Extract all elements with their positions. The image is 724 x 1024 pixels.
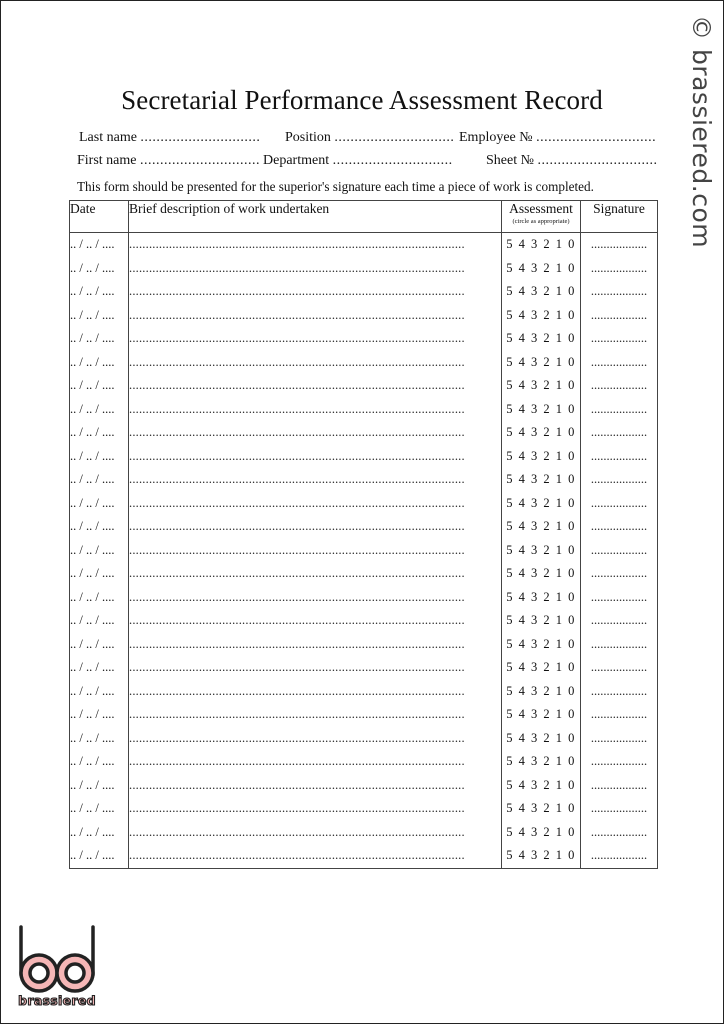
description-cell[interactable]: .....................................................................................................: [129, 421, 502, 445]
date-cell[interactable]: .. / .. / ....: [70, 586, 129, 610]
signature-cell[interactable]: ..................: [581, 327, 658, 351]
assessment-cell[interactable]: 5 4 3 2 1 0: [502, 327, 581, 351]
table-row: [70, 844, 658, 868]
logo-shape: [66, 964, 84, 982]
department-field[interactable]: [263, 153, 453, 169]
assessment-cell[interactable]: 5 4 3 2 1 0: [502, 797, 581, 821]
table-row: [70, 374, 658, 398]
table-row: [70, 398, 658, 422]
description-cell[interactable]: .....................................................................................................: [129, 680, 502, 704]
table-row: [70, 586, 658, 610]
description-cell[interactable]: .....................................................................................................: [129, 586, 502, 610]
assessment-cell[interactable]: 5 4 3 2 1 0: [502, 633, 581, 657]
sheet-no-label: Sheet №: [486, 153, 534, 168]
signature-cell[interactable]: ..................: [581, 421, 658, 445]
assessment-cell[interactable]: 5 4 3 2 1 0: [502, 844, 581, 868]
description-cell[interactable]: .....................................................................................................: [129, 539, 502, 563]
sheet-no-blank: ..............................: [537, 153, 658, 168]
description-cell[interactable]: .....................................................................................................: [129, 515, 502, 539]
assessment-cell[interactable]: 5 4 3 2 1 0: [502, 609, 581, 633]
date-cell[interactable]: .. / .. / ....: [70, 327, 129, 351]
description-column-header: Brief description of work undertaken: [129, 201, 502, 233]
signature-cell[interactable]: ..................: [581, 539, 658, 563]
assessment-cell[interactable]: 5 4 3 2 1 0: [502, 515, 581, 539]
description-cell[interactable]: .....................................................................................................: [129, 562, 502, 586]
description-cell[interactable]: .....................................................................................................: [129, 351, 502, 375]
assessment-cell[interactable]: 5 4 3 2 1 0: [502, 280, 581, 304]
table-row: [70, 680, 658, 704]
table-row: [70, 633, 658, 657]
date-cell[interactable]: .. / .. / ....: [70, 844, 129, 868]
brand-wordmark: brassiered: [18, 993, 96, 1008]
description-cell[interactable]: .....................................................................................................: [129, 797, 502, 821]
table-row: [70, 797, 658, 821]
date-cell[interactable]: .. / .. / ....: [70, 774, 129, 798]
assessment-cell[interactable]: 5 4 3 2 1 0: [502, 750, 581, 774]
assessment-cell[interactable]: 5 4 3 2 1 0: [502, 351, 581, 375]
assessment-cell[interactable]: 5 4 3 2 1 0: [502, 421, 581, 445]
table-row: [70, 280, 658, 304]
assessment-cell[interactable]: 5 4 3 2 1 0: [502, 586, 581, 610]
description-cell[interactable]: .....................................................................................................: [129, 821, 502, 845]
signature-cell[interactable]: ..................: [581, 304, 658, 328]
table-row: [70, 327, 658, 351]
date-cell[interactable]: .. / .. / ....: [70, 797, 129, 821]
signature-cell[interactable]: ..................: [581, 492, 658, 516]
signature-cell[interactable]: ..................: [581, 750, 658, 774]
date-cell[interactable]: .. / .. / ....: [70, 727, 129, 751]
date-cell[interactable]: .. / .. / ....: [70, 609, 129, 633]
description-cell[interactable]: .....................................................................................................: [129, 750, 502, 774]
signature-cell[interactable]: ..................: [581, 562, 658, 586]
table-row: [70, 351, 658, 375]
first-name-label: First name: [77, 153, 137, 168]
signature-cell[interactable]: ..................: [581, 680, 658, 704]
assessment-cell[interactable]: 5 4 3 2 1 0: [502, 257, 581, 281]
date-cell[interactable]: .. / .. / ....: [70, 539, 129, 563]
date-column-header: Date: [70, 201, 129, 233]
date-cell[interactable]: .. / .. / ....: [70, 821, 129, 845]
employee-no-label: Employee №: [459, 130, 533, 145]
signature-cell[interactable]: ..................: [581, 727, 658, 751]
table-row: [70, 750, 658, 774]
signature-cell[interactable]: ..................: [581, 774, 658, 798]
assessment-cell[interactable]: 5 4 3 2 1 0: [502, 398, 581, 422]
description-cell[interactable]: .....................................................................................................: [129, 727, 502, 751]
position-field[interactable]: [285, 130, 454, 146]
assessment-header-label: Assessment: [509, 201, 573, 216]
table-header-row: [70, 201, 658, 233]
table-row: [70, 727, 658, 751]
signature-cell[interactable]: ..................: [581, 233, 658, 257]
signature-cell[interactable]: ..................: [581, 844, 658, 868]
description-cell[interactable]: .....................................................................................................: [129, 327, 502, 351]
description-cell[interactable]: .....................................................................................................: [129, 304, 502, 328]
signature-cell[interactable]: ..................: [581, 351, 658, 375]
table-row: [70, 421, 658, 445]
assessment-cell[interactable]: 5 4 3 2 1 0: [502, 233, 581, 257]
department-blank: ..............................: [332, 153, 453, 168]
table-row: [70, 656, 658, 680]
table-row: [70, 515, 658, 539]
employee-no-blank: ..............................: [536, 130, 657, 145]
signature-cell[interactable]: ..................: [581, 797, 658, 821]
assessment-cell[interactable]: 5 4 3 2 1 0: [502, 821, 581, 845]
assessment-cell[interactable]: 5 4 3 2 1 0: [502, 468, 581, 492]
position-blank: ..............................: [334, 130, 455, 145]
date-cell[interactable]: .. / .. / ....: [70, 421, 129, 445]
date-cell[interactable]: .. / .. / ....: [70, 445, 129, 469]
description-cell[interactable]: .....................................................................................................: [129, 468, 502, 492]
table-row: [70, 468, 658, 492]
date-cell[interactable]: .. / .. / ....: [70, 374, 129, 398]
description-cell[interactable]: .....................................................................................................: [129, 774, 502, 798]
assessment-cell[interactable]: 5 4 3 2 1 0: [502, 374, 581, 398]
position-label: Position: [285, 130, 331, 145]
signature-cell[interactable]: ..................: [581, 703, 658, 727]
date-cell[interactable]: .. / .. / ....: [70, 233, 129, 257]
table-row: [70, 445, 658, 469]
assessment-column-header: [502, 201, 581, 233]
work-log-table: [69, 200, 658, 869]
table-row: [70, 257, 658, 281]
instruction-note: This form should be presented for the superior's signature each time a piece of work is completed.: [77, 179, 594, 194]
assessment-cell[interactable]: 5 4 3 2 1 0: [502, 539, 581, 563]
last-name-field[interactable]: [79, 130, 260, 146]
signature-cell[interactable]: ..................: [581, 398, 658, 422]
assessment-cell[interactable]: 5 4 3 2 1 0: [502, 562, 581, 586]
table-row: [70, 821, 658, 845]
assessment-header-note: (circle as appropriate): [512, 218, 570, 225]
description-cell[interactable]: .....................................................................................................: [129, 374, 502, 398]
date-cell[interactable]: .. / .. / ....: [70, 398, 129, 422]
table-row: [70, 774, 658, 798]
assessment-cell[interactable]: 5 4 3 2 1 0: [502, 774, 581, 798]
signature-cell[interactable]: ..................: [581, 374, 658, 398]
table-row: [70, 562, 658, 586]
assessment-cell[interactable]: 5 4 3 2 1 0: [502, 680, 581, 704]
date-cell[interactable]: .. / .. / ....: [70, 750, 129, 774]
description-cell[interactable]: .....................................................................................................: [129, 492, 502, 516]
signature-cell[interactable]: ..................: [581, 445, 658, 469]
assessment-cell[interactable]: 5 4 3 2 1 0: [502, 492, 581, 516]
description-cell[interactable]: .....................................................................................................: [129, 398, 502, 422]
table-row: [70, 609, 658, 633]
date-cell[interactable]: .. / .. / ....: [70, 257, 129, 281]
date-cell[interactable]: .. / .. / ....: [70, 492, 129, 516]
employee-no-field[interactable]: [459, 130, 656, 146]
first-name-blank: ..............................: [140, 153, 260, 168]
date-cell[interactable]: .. / .. / ....: [70, 680, 129, 704]
date-cell[interactable]: .. / .. / ....: [70, 468, 129, 492]
logo-shape: [30, 964, 48, 982]
description-cell[interactable]: .....................................................................................................: [129, 703, 502, 727]
date-cell[interactable]: .. / .. / ....: [70, 633, 129, 657]
sheet-no-field[interactable]: [486, 153, 657, 169]
assessment-cell[interactable]: 5 4 3 2 1 0: [502, 445, 581, 469]
signature-cell[interactable]: ..................: [581, 656, 658, 680]
table-row: [70, 304, 658, 328]
assessment-cell[interactable]: 5 4 3 2 1 0: [502, 304, 581, 328]
assessment-cell[interactable]: 5 4 3 2 1 0: [502, 703, 581, 727]
signature-cell[interactable]: ..................: [581, 280, 658, 304]
description-cell[interactable]: .....................................................................................................: [129, 656, 502, 680]
page-title: Secretarial Performance Assessment Record: [121, 85, 603, 115]
description-cell[interactable]: .....................................................................................................: [129, 233, 502, 257]
table-row: [70, 703, 658, 727]
signature-cell[interactable]: ..................: [581, 633, 658, 657]
signature-cell[interactable]: ..................: [581, 586, 658, 610]
copyright-watermark: © brassiered.com: [687, 15, 716, 249]
signature-column-header: Signature: [581, 201, 658, 233]
description-cell[interactable]: .....................................................................................................: [129, 609, 502, 633]
assessment-cell[interactable]: 5 4 3 2 1 0: [502, 656, 581, 680]
description-cell[interactable]: .....................................................................................................: [129, 257, 502, 281]
last-name-label: Last name: [79, 130, 137, 145]
table-row: [70, 233, 658, 257]
signature-cell[interactable]: ..................: [581, 821, 658, 845]
date-cell[interactable]: .. / .. / ....: [70, 656, 129, 680]
description-cell[interactable]: .....................................................................................................: [129, 445, 502, 469]
signature-cell[interactable]: ..................: [581, 515, 658, 539]
last-name-blank: ..............................: [140, 130, 261, 145]
table-row: [70, 492, 658, 516]
description-cell[interactable]: .....................................................................................................: [129, 280, 502, 304]
department-label: Department: [263, 153, 330, 168]
assessment-cell[interactable]: 5 4 3 2 1 0: [502, 727, 581, 751]
date-cell[interactable]: .. / .. / ....: [70, 515, 129, 539]
table-row: [70, 539, 658, 563]
signature-cell[interactable]: ..................: [581, 257, 658, 281]
description-cell[interactable]: .....................................................................................................: [129, 844, 502, 868]
date-cell[interactable]: .. / .. / ....: [70, 280, 129, 304]
table-body: [70, 233, 658, 869]
signature-cell[interactable]: ..................: [581, 609, 658, 633]
signature-cell[interactable]: ..................: [581, 468, 658, 492]
date-cell[interactable]: .. / .. / ....: [70, 304, 129, 328]
date-cell[interactable]: .. / .. / ....: [70, 703, 129, 727]
date-cell[interactable]: .. / .. / ....: [70, 351, 129, 375]
first-name-field[interactable]: [77, 153, 260, 169]
description-cell[interactable]: .....................................................................................................: [129, 633, 502, 657]
date-cell[interactable]: .. / .. / ....: [70, 562, 129, 586]
